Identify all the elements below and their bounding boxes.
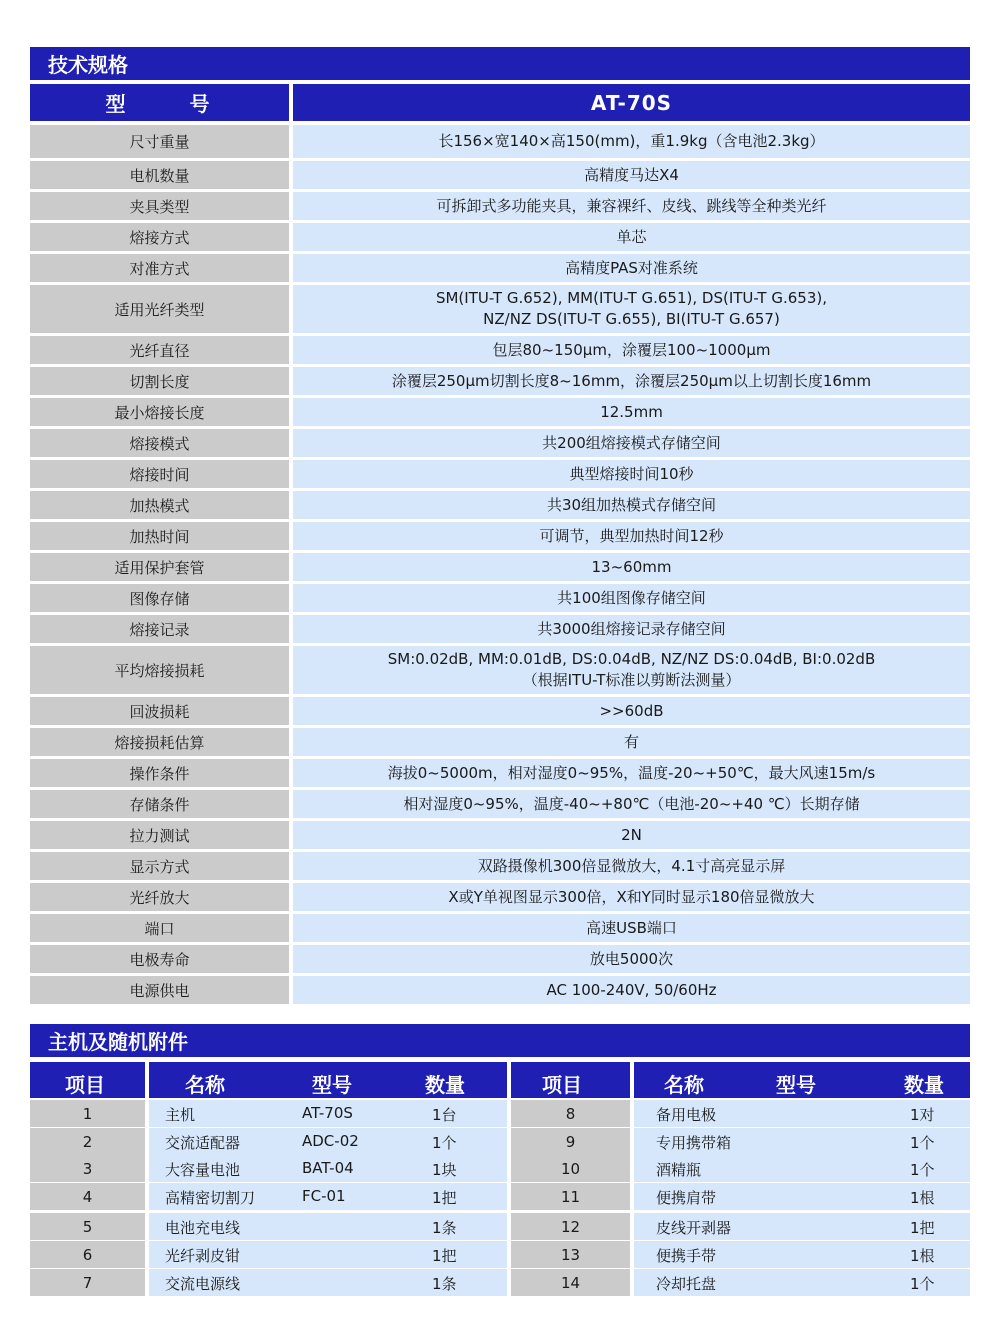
spec-row — [30, 398, 970, 426]
spec-row-value-line: 相对湿度0~95%，温度-40~+80℃（电池-20~+40 ℃）长期存储 — [403, 794, 860, 813]
spec-row-label: 加热模式 — [30, 491, 289, 519]
spec-row-value-line: 可调节，典型加热时间12秒 — [539, 526, 724, 545]
spec-table-header — [30, 84, 970, 121]
spec-row-value — [293, 759, 970, 787]
spec-row — [30, 336, 970, 364]
spec-row-label: 熔接记录 — [30, 615, 289, 643]
spec-row-value-line: （根据ITU-T标准以剪断法测量） — [522, 671, 741, 689]
acc-item-qty: 1把 — [432, 1189, 457, 1207]
spec-row-label: 电机数量 — [30, 161, 289, 189]
spec-row-value-line: >>60dB — [599, 701, 664, 720]
spec-row-value — [293, 161, 970, 189]
acc-header-item-right — [511, 1062, 630, 1098]
spec-header-model: AT-70S — [293, 84, 970, 121]
spec-row-value-line: SM(ITU-T G.652), MM(ITU-T G.651), DS(ITU-T G.653), — [435, 289, 828, 307]
spec-row — [30, 790, 970, 818]
spec-row-value-line: 高精度PAS对准系统 — [565, 258, 698, 277]
spec-row-value-line: 共3000组熔接记录存储空间 — [537, 619, 726, 638]
acc-item-name: 大容量电池 — [165, 1161, 241, 1179]
spec-row — [30, 553, 970, 581]
spec-row-value — [293, 367, 970, 395]
acc-item-group — [634, 1213, 970, 1240]
spec-row-label: 平均熔接损耗 — [30, 646, 289, 694]
acc-item-qty: 1条 — [432, 1219, 457, 1237]
spec-row — [30, 976, 970, 1004]
spec-row — [30, 615, 970, 643]
accessories-section-title: 主机及随机附件 — [30, 1024, 970, 1057]
spec-row-value — [293, 852, 970, 880]
acc-item-qty: 1个 — [910, 1161, 935, 1179]
spec-row-value-line: 有 — [623, 732, 639, 751]
acc-item-qty: 1把 — [432, 1247, 457, 1265]
spec-row-label: 电源供电 — [30, 976, 289, 1004]
acc-item-model: BAT-04 — [302, 1159, 354, 1177]
acc-header-name-left: 名称 — [185, 1073, 225, 1097]
spec-row-value-line: NZ/NZ DS(ITU-T G.655), BI(ITU-T G.657) — [483, 310, 780, 328]
spec-row-label: 切割长度 — [30, 367, 289, 395]
spec-row — [30, 254, 970, 282]
acc-item-name: 交流适配器 — [165, 1134, 241, 1152]
acc-item-name: 交流电源线 — [165, 1275, 241, 1293]
acc-header-name-right: 名称 — [664, 1073, 704, 1097]
spec-row-label: 拉力测试 — [30, 821, 289, 849]
acc-header-group-right — [634, 1062, 970, 1098]
spec-row-label: 尺寸重量 — [30, 125, 289, 158]
spec-row-value-line: 单芯 — [616, 227, 647, 246]
spec-row-label: 熔接损耗估算 — [30, 728, 289, 756]
acc-item-model: FC-01 — [302, 1187, 346, 1205]
spec-row-value — [293, 254, 970, 282]
acc-item-qty: 1个 — [910, 1275, 935, 1293]
spec-row — [30, 697, 970, 725]
acc-item-no: 9 — [511, 1128, 630, 1155]
spec-row — [30, 728, 970, 756]
acc-item-name: 备用电极 — [656, 1106, 717, 1124]
acc-header-qty-right: 数量 — [904, 1073, 944, 1097]
spec-row-label: 端口 — [30, 914, 289, 942]
spec-row-label: 适用保护套管 — [30, 553, 289, 581]
spec-row — [30, 945, 970, 973]
acc-item-no: 5 — [30, 1213, 145, 1240]
acc-item-name: 便携手带 — [656, 1247, 717, 1265]
spec-row-label: 适用光纤类型 — [30, 285, 289, 333]
spec-row-label: 显示方式 — [30, 852, 289, 880]
acc-header-item-left-label: 项目 — [65, 1073, 105, 1097]
acc-row-right — [0, 1155, 1000, 1182]
acc-header-item-left — [30, 1062, 145, 1098]
spec-row-label: 光纤直径 — [30, 336, 289, 364]
spec-header-label: 型 号 — [30, 84, 289, 121]
spec-row-label: 对准方式 — [30, 254, 289, 282]
spec-row — [30, 491, 970, 519]
acc-item-qty: 1把 — [910, 1219, 935, 1237]
acc-row-right — [0, 1128, 1000, 1155]
acc-item-name: 皮线开剥器 — [656, 1219, 732, 1237]
spec-row-label: 熔接模式 — [30, 429, 289, 457]
spec-row-value — [293, 976, 970, 1004]
acc-item-no: 12 — [511, 1213, 630, 1240]
spec-row — [30, 883, 970, 911]
acc-item-name: 光纤剥皮钳 — [165, 1247, 241, 1265]
spec-row-value — [293, 584, 970, 612]
acc-item-no: 3 — [30, 1155, 145, 1182]
acc-item-name: 主机 — [165, 1106, 196, 1124]
spec-row-value-line: 共100组图像存储空间 — [557, 588, 706, 607]
acc-item-group — [634, 1241, 970, 1268]
acc-item-name: 冷却托盘 — [656, 1275, 717, 1293]
acc-header-qty-left: 数量 — [425, 1073, 465, 1097]
spec-row-value-line: 高精度马达X4 — [584, 165, 679, 184]
acc-item-qty: 1条 — [432, 1275, 457, 1293]
spec-row-value-line: 共200组熔接模式存储空间 — [542, 433, 721, 452]
spec-row — [30, 584, 970, 612]
acc-item-no: 11 — [511, 1183, 630, 1210]
spec-row-value — [293, 336, 970, 364]
spec-row-value — [293, 192, 970, 220]
spec-row-label: 熔接方式 — [30, 223, 289, 251]
acc-item-qty: 1个 — [910, 1134, 935, 1152]
spec-row-value-line: SM:0.02dB, MM:0.01dB, DS:0.04dB, NZ/NZ DS:0.04dB, BI:0.02dB — [387, 650, 876, 668]
spec-row-value — [293, 522, 970, 550]
spec-row-value-line: 12.5mm — [600, 402, 663, 421]
spec-row — [30, 192, 970, 220]
spec-row — [30, 161, 970, 189]
spec-row-value — [293, 914, 970, 942]
spec-row-value-line: 包层80~150μm，涂覆层100~1000μm — [492, 340, 771, 359]
spec-table — [30, 125, 970, 1007]
spec-row-value — [293, 697, 970, 725]
spec-row-value-line: 双路摄像机300倍显微放大，4.1寸高亮显示屏 — [477, 856, 786, 875]
acc-item-qty: 1个 — [432, 1134, 457, 1152]
spec-row — [30, 367, 970, 395]
spec-row-label: 操作条件 — [30, 759, 289, 787]
spec-row-label: 电极寿命 — [30, 945, 289, 973]
spec-row — [30, 759, 970, 787]
spec-row-value — [293, 398, 970, 426]
acc-item-qty: 1根 — [910, 1189, 935, 1207]
spec-row-label: 夹具类型 — [30, 192, 289, 220]
spec-row-value — [293, 223, 970, 251]
spec-row-value — [293, 429, 970, 457]
acc-item-model: ADC-02 — [302, 1132, 359, 1150]
spec-row-label: 最小熔接长度 — [30, 398, 289, 426]
acc-item-no: 2 — [30, 1128, 145, 1155]
spec-row-value-line: 放电5000次 — [589, 949, 674, 968]
acc-item-qty: 1块 — [432, 1161, 457, 1179]
spec-row-value — [293, 285, 970, 333]
acc-item-name: 电池充电线 — [165, 1219, 241, 1237]
acc-item-no: 7 — [30, 1269, 145, 1296]
acc-item-group — [634, 1100, 970, 1127]
spec-row-value — [293, 945, 970, 973]
acc-item-no: 4 — [30, 1183, 145, 1210]
acc-item-no: 13 — [511, 1241, 630, 1268]
spec-row-value-line: 典型熔接时间10秒 — [569, 464, 694, 483]
acc-header-model-right: 型号 — [776, 1073, 816, 1097]
spec-row-value-line: X或Y单视图显示300倍，X和Y同时显示180倍显微放大 — [448, 887, 815, 906]
acc-item-name: 便携肩带 — [656, 1189, 717, 1207]
spec-row-label: 图像存储 — [30, 584, 289, 612]
acc-item-group — [634, 1183, 970, 1210]
acc-item-name: 酒精瓶 — [656, 1161, 702, 1179]
acc-header-group-left — [149, 1062, 507, 1098]
acc-item-qty: 1根 — [910, 1247, 935, 1265]
acc-item-no: 14 — [511, 1269, 630, 1296]
spec-row — [30, 821, 970, 849]
spec-row-value — [293, 821, 970, 849]
spec-row — [30, 522, 970, 550]
spec-row-label: 熔接时间 — [30, 460, 289, 488]
acc-row-right — [0, 1183, 1000, 1210]
spec-row-value — [293, 883, 970, 911]
spec-row — [30, 914, 970, 942]
spec-row-value — [293, 615, 970, 643]
spec-row — [30, 852, 970, 880]
spec-row-value — [293, 491, 970, 519]
acc-item-no: 6 — [30, 1241, 145, 1268]
acc-header-model-left: 型号 — [312, 1073, 352, 1097]
spec-row — [30, 460, 970, 488]
spec-row-value — [293, 790, 970, 818]
acc-row-right — [0, 1213, 1000, 1240]
spec-row-value — [293, 646, 970, 694]
spec-row-value — [293, 125, 970, 158]
acc-item-no: 10 — [511, 1155, 630, 1182]
acc-item-model: AT-70S — [302, 1104, 353, 1122]
spec-row — [30, 125, 970, 158]
spec-row-label: 加热时间 — [30, 522, 289, 550]
acc-item-qty: 1对 — [910, 1106, 935, 1124]
acc-header-item-right-label: 项目 — [542, 1073, 582, 1097]
acc-item-group — [634, 1155, 970, 1182]
acc-item-qty: 1台 — [432, 1106, 457, 1124]
acc-item-name: 专用携带箱 — [656, 1134, 732, 1152]
acc-row-right — [0, 1100, 1000, 1127]
spec-row — [30, 646, 970, 694]
acc-item-group — [634, 1128, 970, 1155]
spec-row — [30, 429, 970, 457]
spec-row-label: 回波损耗 — [30, 697, 289, 725]
acc-item-no: 1 — [30, 1100, 145, 1127]
spec-row-value-line: 2N — [621, 825, 642, 844]
spec-row — [30, 223, 970, 251]
spec-row-value-line: 13~60mm — [591, 557, 672, 576]
acc-row-right — [0, 1269, 1000, 1296]
acc-row-right — [0, 1241, 1000, 1268]
spec-row-value — [293, 553, 970, 581]
spec-row-value-line: 涂覆层250μm切割长度8~16mm，涂覆层250μm以上切割长度16mm — [391, 371, 872, 390]
spec-row-value-line: 高速USB端口 — [586, 918, 677, 937]
acc-item-name: 高精密切割刀 — [165, 1189, 256, 1207]
spec-row-value — [293, 460, 970, 488]
spec-row-value-line: 可拆卸式多功能夹具，兼容裸纤、皮线、跳线等全种类光纤 — [436, 196, 827, 215]
spec-row-value — [293, 728, 970, 756]
spec-row-value-line: 长156×宽140×高150(mm)，重1.9kg（含电池2.3kg） — [438, 132, 825, 150]
acc-item-no: 8 — [511, 1100, 630, 1127]
spec-row — [30, 285, 970, 333]
acc-item-group — [634, 1269, 970, 1296]
spec-section-title: 技术规格 — [30, 47, 970, 80]
spec-row-label: 光纤放大 — [30, 883, 289, 911]
spec-row-label: 存储条件 — [30, 790, 289, 818]
spec-row-value-line: AC 100-240V, 50/60Hz — [546, 980, 717, 999]
spec-row-value-line: 共30组加热模式存储空间 — [546, 495, 717, 514]
spec-row-value-line: 海拔0~5000m，相对湿度0~95%，温度-20~+50℃，最大风速15m/s — [387, 763, 876, 782]
